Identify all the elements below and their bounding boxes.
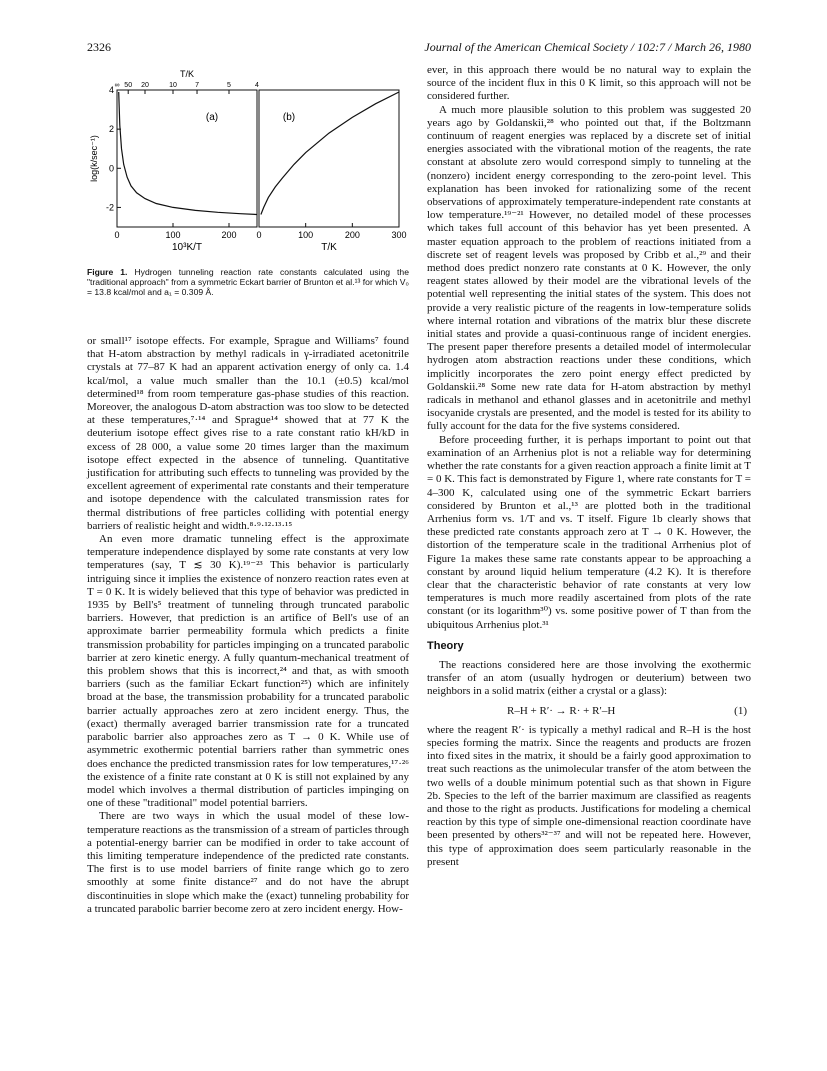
panel-label: (a) xyxy=(205,112,219,123)
panel-label: (b) xyxy=(282,112,296,123)
equation-number: (1) xyxy=(734,704,747,717)
y-axis-label: log(k/sec⁻¹) xyxy=(89,135,99,182)
caption-text: Hydrogen tunneling reaction rate constants calculated using the "traditional approach" from a symmetric Eckart barrier of Brunton et al.¹³ for which V₀ = 13.8 kcal/mol and a₁ = 0.309 Å. xyxy=(87,267,409,298)
y-tick-label: 4 xyxy=(108,85,114,95)
page-header xyxy=(87,40,751,56)
paragraph: The reactions considered here are those involving the exothermic transfer of an atom (usually hydrogen or deuterium) between two neighbors in a solid matrix (either a crystal or a glass): xyxy=(427,658,751,698)
x-tick-label: 300 xyxy=(391,230,407,240)
section-title-theory: Theory xyxy=(427,639,464,652)
x-tick-label: 100 xyxy=(298,230,314,240)
page-number: 2326 xyxy=(87,40,111,54)
y-tick-label: 0 xyxy=(108,163,114,174)
figure-1 xyxy=(87,62,409,272)
top-tick-label: 10 xyxy=(169,82,177,89)
plot-frame xyxy=(259,90,399,227)
x-tick-label: 100 xyxy=(165,230,181,240)
top-tick-label: 20 xyxy=(141,82,149,89)
x-axis-label: 10³K/T xyxy=(171,242,203,253)
top-tick-label: 7 xyxy=(195,82,199,89)
x-tick-label: 200 xyxy=(221,230,237,240)
right-column xyxy=(427,64,751,869)
left-column xyxy=(87,335,409,916)
top-tick-label: ∞ xyxy=(114,82,120,89)
paragraph: An even more dramatic tunneling effect is the approximate temperature independence displayed by some rate constants at very low temperatures (say, T ≲ 30 K).¹⁹⁻²³ This behavior is particularly intriguing since it implies the existence of nonzero reaction rates even at T = 0 K. It is widely believed that this type of behavior was predicted in 1935 by Bell's⁵ treatment of tunneling through truncated parabolic barriers. However, that prediction is an artifice of Bell's use of an approximate barrier permeability formula which predicts a finite transmission probability for particles impinging on a truncated parabolic barrier at zero kinetic energy. A fully quantum-mechanical treatment of this problem shows that this is incorrect,²⁴ and that, as with smooth barriers (such as the familiar Eckart function²⁵) which are infinitely broad at the base, the transmission probability for a truncated parabolic barrier actually approaches zero at zero incident energy. Thus, the (exact) thermally averaged barrier transmission rate for a truncated parabolic barrier also approaches zero as T → 0 K. While use of asymmetric exothermic potential barriers rather than symmetric ones does enchance the predicted transmission rates for low temperatures,¹⁷·²⁶ the existence of a finite rate constant at 0 K is still not explained by any model which involves a thermal distribution of particles impinging on one of these "traditional" model potential barriers. xyxy=(87,533,409,810)
caption-label: Figure 1. xyxy=(87,267,128,277)
equation-1 xyxy=(427,705,751,718)
panel-a xyxy=(89,69,262,253)
x-tick-label: 0 xyxy=(256,230,262,240)
x-axis-label: T/K xyxy=(321,242,337,253)
paragraph: There are two ways in which the usual model of these low-temperature reactions as the transmission of a stream of particles through a potential-energy barrier can be modified in order to take account of this limiting temperature independence of the predicted rate constants. The first is to use model barriers of finite range which go to zero smoothly at some finite distance²⁷ and do not have the abrupt discontinuities in slope which make the (exact) tunneling probability for a truncated parabolic barrier become zero at zero incident energy. How- xyxy=(87,810,409,915)
panel-b xyxy=(256,90,406,253)
series-line xyxy=(119,92,257,215)
paragraph: or small¹⁷ isotope effects. For example, Sprague and Williams⁷ found that H-atom abstraction by methyl radicals in γ-irradiated acetonitrile crystals at 77–87 K had an apparent activation energy of only ca. 1.4 kcal/mol, a value much smaller than the 10.1 (±0.5) kcal/mol determined¹⁸ from room temperature gas-phase studies of this reaction. Moreover, the analogous D-atom abstraction was too slow to be detected at these temperatures,⁷·¹⁴ and Sprague¹⁴ showed that at 77 K the deuterium isotope effect gives rise to a rate constant ratio kH/kD in excess of 28 000, a value some 20 times larger than the maximum isotope effect expected in the absence of tunneling. Quantitative justification for attributing such effects to tunneling was provided by the excellent agreement of experimental rate constants and their temperature and isotope dependence with the calculated transmission rates for thermal distributions of free particles colliding with potential energy barriers of realistic height and width.⁸·⁹·¹²·¹³·¹⁵ xyxy=(87,335,409,532)
plot-frame xyxy=(117,90,257,227)
paragraph: A much more plausible solution to this problem was suggested 20 years ago by Goldanskii,²⁸ who pointed out that, if the Boltzmann continuum of reagent energies was replaced by a discrete set of initial energies associated with the vibrational motion of the reagents, the rate constant at absolute zero would correspond simply to tunneling at the (nonzero) incident energy corresponding to the zero-point level. This explanation has been invoked for rationalizing some of the recent observations of approximately temperature-independent rate constants at low temperature.¹⁹⁻²¹ However, no detailed model of these processes which takes full account of this behavior has yet been presented. A master equation approach to the problem of reactions initiated from a discrete set of reagent levels was proposed by Cribb et al.,²⁹ and their method does predict nonzero rate constants at 0 K. However, the only reagent states allowed by their model are the vibrational levels of the potential well representing the initial states of the system. This does not provide a very realistic picture of the reagents in low-temperature solids where internal rotation and vibrations of the matrix blur these discrete initial states and provide a quasi-continuous range of incident energies. The present paper therefore presents a detailed model of intermolecular hydrogen atom abstraction reactions under these conditions, which implicitly incorporates the zero point energy effect predicted by Goldanskii.²⁸ Some new rate data for H-atom abstraction by methyl radicals in methanol and ethanol glasses and in acetonitrile and methyl isocyanide crystals are presented, and the model is tested for its ability to fully account for the data for the five systems considered. xyxy=(427,103,751,433)
top-tick-label: 5 xyxy=(227,82,231,89)
y-tick-label: 2 xyxy=(108,124,114,135)
figure-caption xyxy=(87,267,409,298)
equation-text: R–H + R′· → R· + R′–H xyxy=(507,704,616,717)
x-tick-label: 0 xyxy=(114,230,120,240)
paragraph: ever, in this approach there would be no natural way to explain the source of the incident flux in this 0 K limit, so this approach will not be considered further. xyxy=(427,64,751,103)
paragraph: where the reagent R′· is typically a methyl radical and R–H is the host species forming the matrix. Since the reagents and products are frozen into fixed sites in the matrix, it should be a fairly good approximation to treat such reactions as the unimolecular transfer of the atom between the two wells of a double minimum potential such as that shown in Figure 2b. Species to the left of the barrier maximum are classified as reagents and those to the right as products. Justifications for modeling a chemical reaction by this type of simple one-dimensional reaction coordinate have been presented by others³²⁻³⁷ and will not be repeated here. However, this type of approximation does seem particularly reasonable in the present xyxy=(427,723,751,868)
top-axis-label: T/K xyxy=(179,69,195,79)
figure-1-plot xyxy=(87,62,409,267)
top-tick-label: 50 xyxy=(124,82,133,89)
series-line xyxy=(261,92,399,215)
x-tick-label: 200 xyxy=(344,230,360,240)
journal-citation: Journal of the American Chemical Society / 102:7 / March 26, 1980 xyxy=(424,40,751,54)
paragraph: Before proceeding further, it is perhaps important to point out that examination of an Arrhenius plot is not a reliable way for determining whether the rate constants for a given reaction approach a finite limit at T = 0 K. This fact is demonstrated by Figure 1, where rate constants for T = 4–300 K, calculated using one of the symmetric Eckart barriers considered by Brunton et al.,¹³ are plotted both in the traditional Arrhenius form vs. 1/T and vs. T itself. Figure 1b clearly shows that these predicted rate constants approach zero at T → 0 K. However, the distortion of the temperature scale in the traditional Arrhenius plot of Figure 1a makes these same rate constants appear to be approaching a constant by around liquid helium temperature (4.2 K). It is therefore clear that the characteristic behavior of rate constants at very low temperatures is much more readily ascertained from plots of the rate constant (or its logarithm³⁰) vs. some positive power of T than from the ubiquitous Arrhenius plot.³¹ xyxy=(427,433,751,631)
top-tick-label: 4 xyxy=(255,82,259,89)
y-tick-label: -2 xyxy=(105,202,114,213)
